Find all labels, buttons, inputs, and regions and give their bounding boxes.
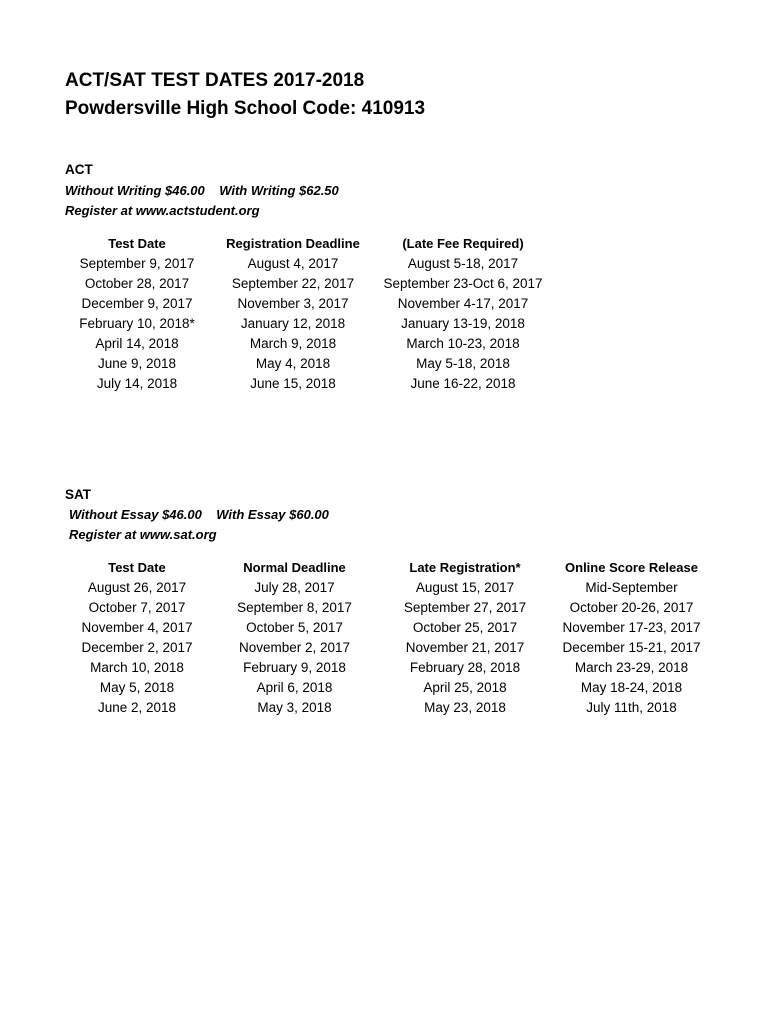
act-col-late-fee: (Late Fee Required) xyxy=(402,236,524,251)
table-row xyxy=(62,354,552,374)
sat-register-info: Register at www.sat.org xyxy=(69,527,217,542)
act-registration-deadline: August 4, 2017 xyxy=(247,256,339,271)
page-title: ACT/SAT TEST DATES 2017-2018 xyxy=(65,70,365,91)
sat-score-release: July 11th, 2018 xyxy=(586,700,677,715)
table-row xyxy=(62,598,710,618)
sat-score-release: March 23-29, 2018 xyxy=(574,660,689,675)
sat-normal-deadline: February 9, 2018 xyxy=(243,660,346,675)
table-row xyxy=(62,254,552,274)
sat-test-date: October 7, 2017 xyxy=(88,600,186,615)
act-late-window: January 13-19, 2018 xyxy=(401,316,525,331)
act-test-date: June 9, 2018 xyxy=(97,356,177,371)
act-test-date: October 28, 2017 xyxy=(84,276,190,291)
sat-col-test-date: Test Date xyxy=(108,560,166,575)
sat-test-date: August 26, 2017 xyxy=(87,580,187,595)
table-row xyxy=(62,638,710,658)
sat-normal-deadline: September 8, 2017 xyxy=(237,600,352,615)
table-row xyxy=(62,698,710,718)
act-registration-deadline: March 9, 2018 xyxy=(249,336,337,351)
act-registration-deadline: September 22, 2017 xyxy=(231,276,355,291)
sat-late-registration: April 25, 2018 xyxy=(423,680,507,695)
sat-heading: SAT xyxy=(65,487,91,502)
sat-score-release: Mid-September xyxy=(585,580,678,595)
act-registration-deadline: June 15, 2018 xyxy=(250,376,336,391)
sat-normal-deadline: May 3, 2018 xyxy=(257,700,332,715)
sat-normal-deadline: July 28, 2017 xyxy=(254,580,335,595)
sat-table-header-row xyxy=(62,558,710,578)
act-fees: Without Writing $46.00 With Writing $62.50 xyxy=(65,183,339,198)
sat-test-date: June 2, 2018 xyxy=(97,700,177,715)
table-row xyxy=(62,618,710,638)
school-code-subtitle: Powdersville High School Code: 410913 xyxy=(65,98,426,119)
sat-late-registration: May 23, 2018 xyxy=(424,700,506,715)
sat-test-date: December 2, 2017 xyxy=(81,640,193,655)
sat-test-date: March 10, 2018 xyxy=(90,660,184,675)
table-row xyxy=(62,678,710,698)
sat-score-release: May 18-24, 2018 xyxy=(580,680,683,695)
sat-score-release: December 15-21, 2017 xyxy=(562,640,701,655)
act-registration-deadline: May 4, 2018 xyxy=(255,356,331,371)
act-test-date: April 14, 2018 xyxy=(95,336,179,351)
sat-dates-table xyxy=(62,558,710,718)
act-late-window: September 23-Oct 6, 2017 xyxy=(383,276,543,291)
act-register-info: Register at www.actstudent.org xyxy=(65,203,260,218)
sat-col-normal-deadline: Normal Deadline xyxy=(243,560,346,575)
sat-normal-deadline: April 6, 2018 xyxy=(256,680,333,695)
act-col-test-date: Test Date xyxy=(108,236,166,251)
act-test-date: December 9, 2017 xyxy=(81,296,193,311)
sat-late-registration: August 15, 2017 xyxy=(415,580,515,595)
table-row xyxy=(62,374,552,394)
sat-late-registration: October 25, 2017 xyxy=(412,620,518,635)
sat-score-release: November 17-23, 2017 xyxy=(562,620,701,635)
act-test-date: February 10, 2018* xyxy=(79,316,195,331)
act-heading: ACT xyxy=(65,162,93,177)
table-row xyxy=(62,314,552,334)
sat-score-release: October 20-26, 2017 xyxy=(569,600,694,615)
sat-test-date: May 5, 2018 xyxy=(99,680,175,695)
act-dates-table xyxy=(62,234,552,394)
sat-normal-deadline: November 2, 2017 xyxy=(238,640,351,655)
sat-test-date: November 4, 2017 xyxy=(81,620,193,635)
table-row xyxy=(62,334,552,354)
table-row xyxy=(62,294,552,314)
sat-late-registration: February 28, 2018 xyxy=(409,660,521,675)
act-table-header-row xyxy=(62,234,552,254)
act-late-window: November 4-17, 2017 xyxy=(397,296,529,311)
act-registration-deadline: November 3, 2017 xyxy=(237,296,349,311)
act-registration-deadline: January 12, 2018 xyxy=(240,316,346,331)
sat-col-score-release: Online Score Release xyxy=(565,560,698,575)
act-test-date: July 14, 2018 xyxy=(96,376,178,391)
act-col-registration-deadline: Registration Deadline xyxy=(226,236,360,251)
act-test-date: September 9, 2017 xyxy=(79,256,195,271)
act-late-window: May 5-18, 2018 xyxy=(416,356,510,371)
sat-late-registration: November 21, 2017 xyxy=(405,640,525,655)
act-late-window: August 5-18, 2017 xyxy=(407,256,519,271)
sat-late-registration: September 27, 2017 xyxy=(403,600,527,615)
act-late-window: June 16-22, 2018 xyxy=(410,376,516,391)
sat-fees: Without Essay $46.00 With Essay $60.00 xyxy=(69,507,329,522)
sat-normal-deadline: October 5, 2017 xyxy=(246,620,343,635)
table-row xyxy=(62,578,710,598)
act-late-window: March 10-23, 2018 xyxy=(406,336,520,351)
table-row xyxy=(62,658,710,678)
table-row xyxy=(62,274,552,294)
sat-col-late-registration: Late Registration* xyxy=(409,560,521,575)
